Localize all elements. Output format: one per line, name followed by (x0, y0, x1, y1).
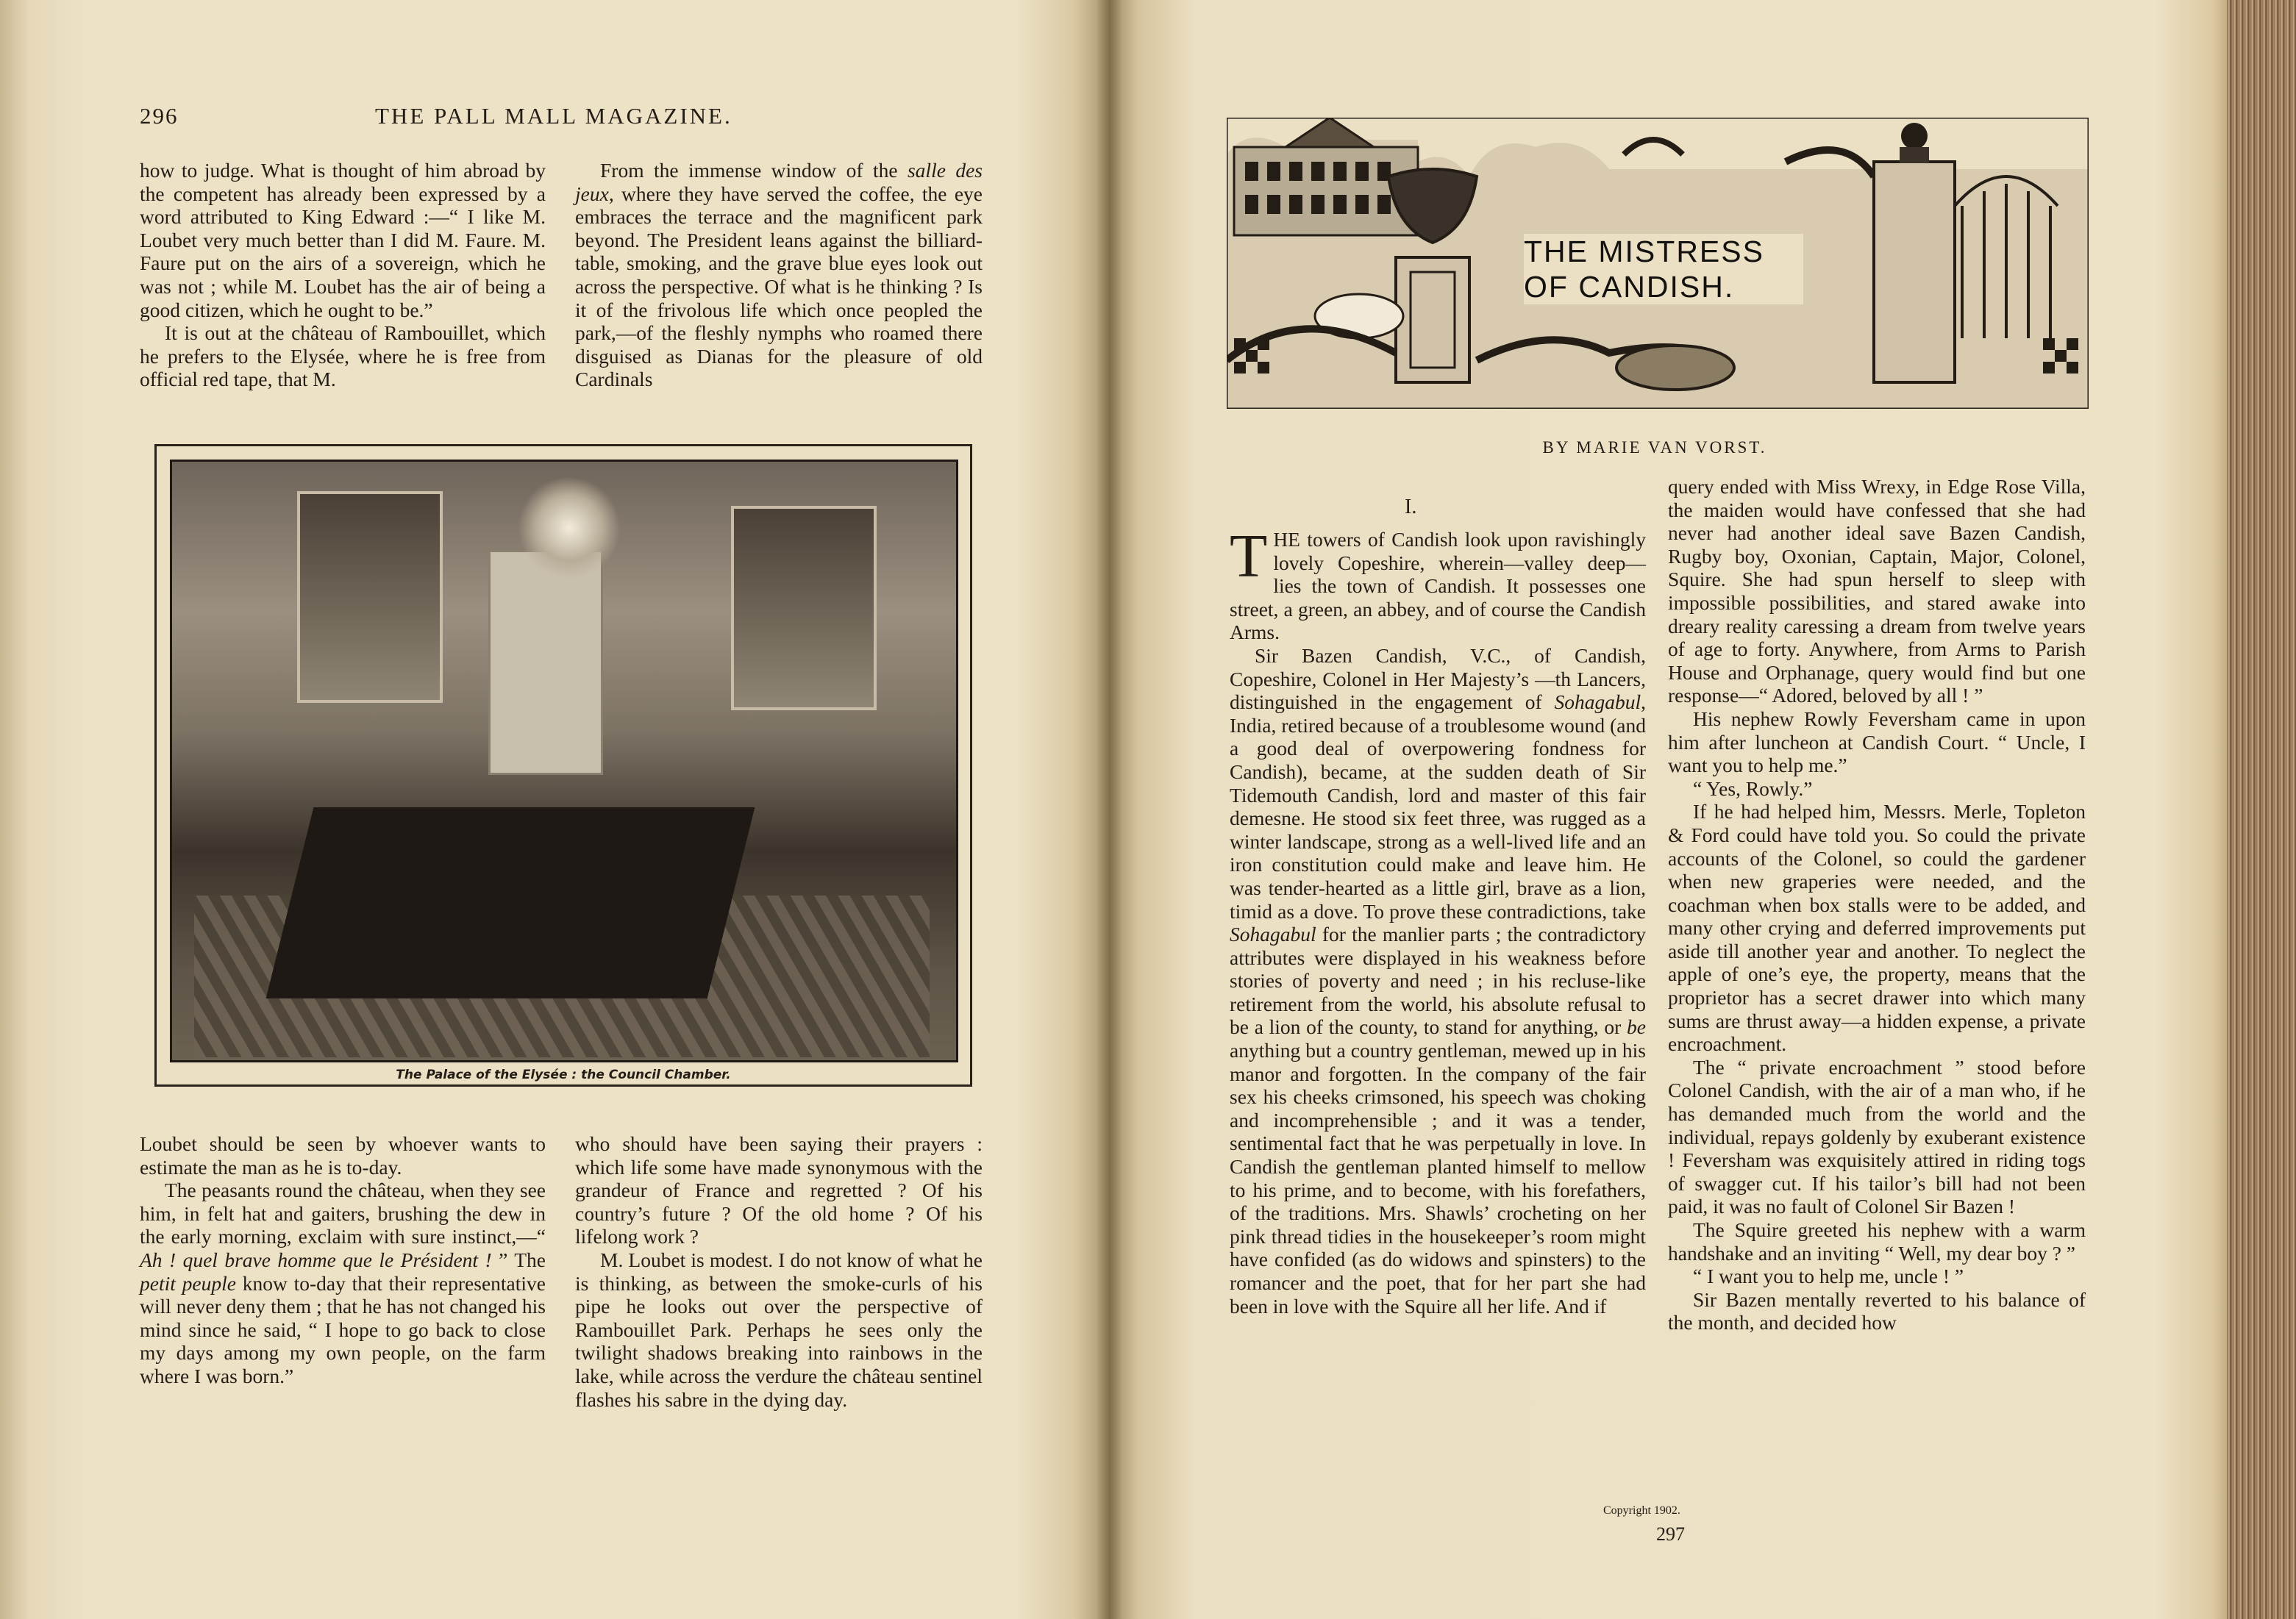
paragraph: Sir Bazen mentally reverted to his balance of the month, and decided how (1668, 1287, 2086, 1334)
story-title (1524, 234, 1803, 304)
council-chamber-photo (170, 460, 958, 1062)
title-line: THE MISTRESS (1524, 235, 1764, 268)
page-number: 297 (1656, 1523, 1685, 1545)
paragraph: “ I want you to help me, uncle ! ” (1693, 1265, 1964, 1288)
paragraph: query ended with Miss Wrexy, in Edge Rose Villa, the maiden would have confessed that she had never had another ideal save Bazen Candish, Rugby boy, Oxonian, Captain, Major, Colonel, Squire. She had spun herself to sleep with impossible possibilities, and stared awake into dreary reality caressing a dream from twelve years of age to forty. Anywhere, from Arms to Parish House and Orphanage, query would find but one response—“ Adored, beloved by all ! ” (1668, 475, 2086, 707)
paragraph: Sir Bazen Candish, V.C., of Candish, Copeshire, Colonel in Her Majesty’s —th Lancers, distinguished in the engagement of Sohagabul, India, retired because of a troublesome wound (and a good deal of overpowering fondness for Candish), became, at the sudden death of Sir Tidemouth Candish, lord and master of this fair demesne. He stood six feet three, was rugged as a winter landscape, strong as a well-lived life and an iron constitution could make and leave him. He was tender-hearted as a little girl, brave as a lion, timid as a dove. To prove these contradictions, take Sohagabul for the manlier parts ; the contradictory attributes were displayed in his weakness before stories of poverty and need ; in his recluse-like retirement from the world, his absolute refusal to be a lion of the county, to stand for anything, or be anything but a country gentleman, mewed up in his manor and forgotten. In the company of the fair sex his cheeks crimsoned, his speech was choking and incomprehensible ; and it was a tender, sentimental fact that he was perpetually in love. In Candish the gentleman planted himself to mellow to his prime, and to become, with his forefathers, of the traditions. Mrs. Shawls’ crocheting on her pink thread tidies in the housekeeper’s room might have confided (as do widows and spinsters) to the romancer and the poet, that for her part she had been in love with the Squire all her life. And if (1230, 643, 1646, 1318)
section-number: I. (1405, 496, 1417, 518)
mirror-right (731, 506, 877, 710)
right-column-top (575, 159, 983, 391)
book-gutter (1096, 0, 1122, 1619)
left-column-top (140, 159, 546, 391)
paragraph: His nephew Rowly Feversham came in upon him after luncheon at Candish Court. “ Uncle, I want you to help me.” (1668, 707, 2086, 777)
paragraph: If he had helped him, Messrs. Merle, Topleton & Ford could have told you. So could the private accounts of the Colonel, so could the gardener when new graperies were needed, and the coachman when box stalls were to be added, and many other crying and deferred improvements put aside till another year and another. To neglect the apple of one’s eye, the property, means that the proprietor has a secret drawer into which many sums are thrust away—a hidden expense, a private encroachment. (1668, 800, 2086, 1056)
council-table (266, 807, 755, 998)
drop-cap: T (1230, 522, 1268, 590)
paragraph: “ Yes, Rowly.” (1693, 776, 1813, 800)
paragraph: Loubet should be seen by whoever wants to estimate the man as he is to-day. (140, 1132, 546, 1179)
paragraph: THE towers of Candish look upon ravishingly lovely Copeshire, wherein—valley deep—lies the town of Candish. It possesses one street, a green, an abbey, and of course the Candish Arms. (1230, 522, 1646, 644)
byline: BY MARIE VAN VORST. (1542, 438, 1767, 457)
paragraph: how to judge. What is thought of him abroad by the competent has already been expressed by a word attributed to King Edward :—“ I like M. Loubet very much better than I did M. Faure. M. Faure put on the airs of a sovereign, which he was not ; while M. Loubet has the air of being a good citizen, which he ought to be.” (140, 159, 546, 321)
page-edges (2227, 0, 2296, 1619)
magazine-title: THE PALL MALL MAGAZINE. (375, 103, 732, 129)
page-number: 296 (140, 103, 179, 129)
left-page (0, 0, 1109, 1619)
paragraph: The Squire greeted his nephew with a warm handshake and an inviting “ Well, my dear boy ? ” (1668, 1218, 2086, 1265)
left-column-bottom (140, 1132, 546, 1388)
title-line: OF CANDISH. (1524, 270, 1735, 304)
story-column-left (1230, 522, 1646, 1318)
door (488, 550, 603, 775)
paragraph: who should have been saying their prayers : which life some have made synonymous with the grandeur of France and regretted ? Of his country’s future ? Of the old home ? Of his lifelong work ? (575, 1132, 983, 1248)
running-head (140, 103, 985, 140)
mirror-left (297, 491, 443, 703)
chandelier (518, 476, 621, 579)
right-column-bottom (575, 1132, 983, 1411)
story-column-right (1668, 475, 2086, 1334)
paragraph: The peasants round the château, when they see him, in felt hat and gaiters, brushing the dew in the early morning, exclaim with sure instinct,—“ Ah ! quel brave homme que le Président ! ” The petit peuple know to-day that their representative will never deny them ; that he has not changed his mind since he said, “ I hope to go back to close my days among my own people, on the farm where I was born.” (140, 1179, 546, 1387)
paragraph: The “ private encroachment ” stood before Colonel Candish, with the air of a man who, if he has demanded much from the world and the individual, repays goldenly by exuberant existence ! Feversham was exquisitely attired in riding togs of swagger cut. If his tailor’s bill had not been paid, it was no fault of Colonel Sir Bazen ! (1668, 1055, 2086, 1218)
paragraph: M. Loubet is modest. I do not know of what he is thinking, as between the smoke-curls of his pipe he looks out over the perspective of Rambouillet Park. Perhaps he sees only the twilight shadows breaking into rainbows in the lake, while across the verdure the château sentinel flashes his sabre in the dying day. (575, 1248, 983, 1411)
figure-caption: The Palace of the Elysée : the Council Chamber. (396, 1068, 731, 1082)
photo-figure (154, 444, 972, 1087)
paragraph: From the immense window of the salle des jeux, where they have served the coffee, the eye embraces the terrace and the magnificent park beyond. The President leans against the billiard-table, smoking, and the grave blue eyes look out across the perspective. Of what is he thinking ? Is it of the frivolous life which once peopled the park,—of the fleshly nymphs who roamed there disguised as Dianas for the pleasure of old Cardinals (575, 159, 983, 391)
paragraph: It is out at the château of Rambouillet, which he prefers to the Elysée, where he is free from official red tape, that M. (140, 321, 546, 391)
copyright-notice: Copyright 1902. (1603, 1504, 1680, 1517)
